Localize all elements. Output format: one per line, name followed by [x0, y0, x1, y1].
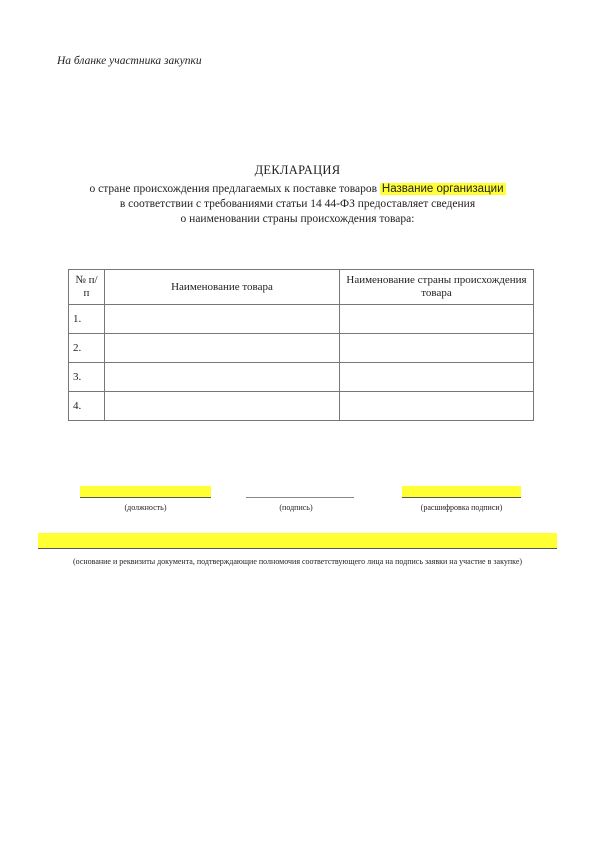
intro-line-3: о наименовании страны происхождения товара:	[180, 213, 415, 225]
name-decoding-caption: (расшифровка подписи)	[420, 503, 503, 512]
product-name-cell[interactable]	[105, 392, 340, 421]
position-caption: (должность)	[124, 503, 167, 512]
table-header-row	[69, 270, 534, 305]
position-field[interactable]	[80, 486, 211, 498]
country-cell[interactable]	[340, 363, 534, 392]
product-name-cell[interactable]	[105, 305, 340, 334]
header-number: № п/п	[69, 270, 105, 305]
product-name-cell[interactable]	[105, 334, 340, 363]
goods-table	[68, 269, 534, 421]
table-row	[69, 363, 534, 392]
declaration-heading	[0, 163, 595, 227]
name-decoding-field[interactable]	[402, 486, 521, 498]
document-title: ДЕКЛАРАЦИЯ	[254, 163, 341, 177]
table-row	[69, 305, 534, 334]
signature-caption: (подпись)	[279, 503, 313, 512]
row-number: 4.	[69, 392, 105, 421]
row-number: 3.	[69, 363, 105, 392]
product-name-cell[interactable]	[105, 363, 340, 392]
authority-basis-field[interactable]	[38, 533, 557, 549]
header-product-name: Наименование товара	[105, 270, 340, 305]
header-note: На бланке участника закупки	[57, 55, 202, 67]
intro-line-1	[0, 182, 595, 197]
country-cell[interactable]	[340, 392, 534, 421]
row-number: 1.	[69, 305, 105, 334]
organization-name-field[interactable]: Название организации	[381, 183, 504, 195]
country-cell[interactable]	[340, 305, 534, 334]
intro-line-2: в соответствии с требованиями статьи 14 44-ФЗ предоставляет сведения	[119, 198, 476, 210]
authority-basis-caption: (основание и реквизиты документа, подтверждающие полномочия соответствующего лица на подпись заявки на участие в закупке)	[72, 557, 523, 566]
header-country: Наименование страны происхождения товара	[340, 270, 534, 305]
country-cell[interactable]	[340, 334, 534, 363]
table-row	[69, 334, 534, 363]
table-row	[69, 392, 534, 421]
row-number: 2.	[69, 334, 105, 363]
intro-line-1-text: о стране происхождения предлагаемых к поставке товаров	[89, 183, 378, 195]
signature-field[interactable]	[246, 486, 354, 498]
